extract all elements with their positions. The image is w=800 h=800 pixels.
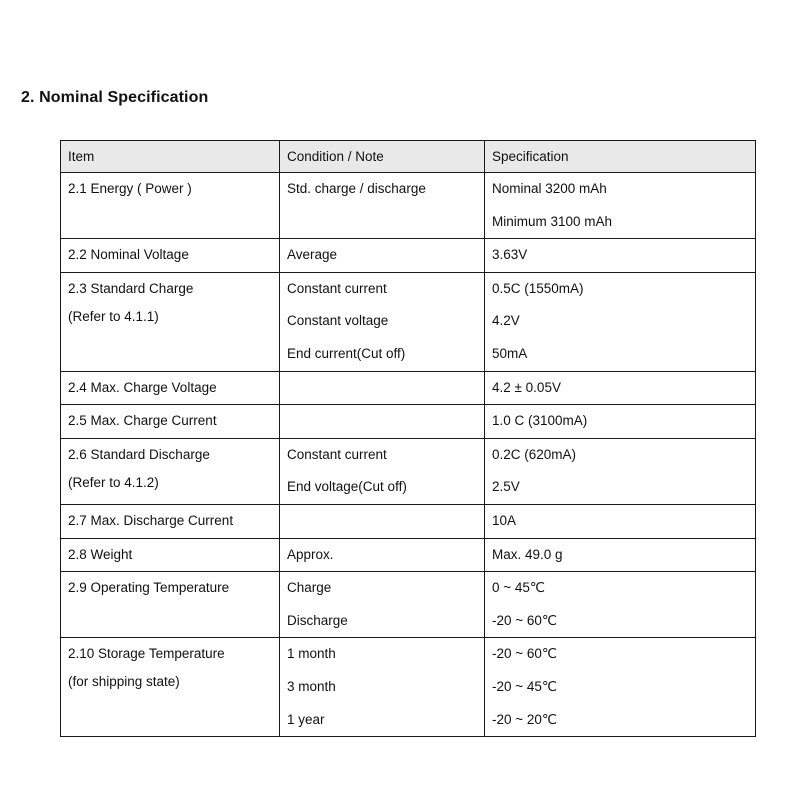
spec-line: 50mA (492, 345, 528, 361)
item-line: (Refer to 4.1.1) (68, 308, 159, 324)
item-cell (61, 239, 280, 273)
condition-line: Charge (287, 580, 332, 596)
spec-line: -20 ~ 20℃ (492, 711, 558, 727)
table-row (61, 371, 756, 405)
condition-cell (280, 504, 485, 538)
spec-line: 4.2 ± 0.05V (492, 379, 561, 395)
spec-line: -20 ~ 60℃ (492, 646, 558, 662)
condition-cell (280, 438, 485, 504)
item-cell (61, 272, 280, 371)
condition-line: End current(Cut off) (287, 345, 406, 361)
table-row (61, 504, 756, 538)
item-cell (61, 504, 280, 538)
condition-cell (280, 638, 485, 737)
spec-line: 10A (492, 512, 517, 528)
condition-cell (280, 272, 485, 371)
table-header-row (61, 141, 756, 173)
condition-cell (280, 239, 485, 273)
condition-line: Constant current (287, 280, 387, 296)
item-line: 2.6 Standard Discharge (68, 446, 210, 462)
condition-line: 1 month (287, 646, 336, 662)
item-cell (61, 572, 280, 638)
condition-line: Discharge (287, 612, 348, 628)
condition-line: Constant current (287, 446, 387, 462)
item-cell (61, 405, 280, 439)
spec-line: Minimum 3100 mAh (492, 213, 613, 229)
item-line: (for shipping state) (68, 674, 180, 690)
item-line: 2.7 Max. Discharge Current (68, 512, 234, 528)
condition-line: Std. charge / discharge (287, 181, 426, 196)
condition-line (287, 405, 484, 438)
item-cell (61, 173, 280, 239)
spec-line: 0.2C (620mA) (492, 446, 577, 462)
condition-cell (280, 173, 485, 239)
table-row (61, 272, 756, 371)
header-specification: Specification (485, 141, 756, 173)
spec-cell (485, 173, 756, 239)
table-row (61, 638, 756, 737)
spec-line: 0.5C (1550mA) (492, 280, 584, 296)
condition-cell (280, 538, 485, 572)
spec-cell (485, 638, 756, 737)
table-body (61, 173, 756, 737)
condition-line (287, 206, 484, 239)
spec-cell (485, 239, 756, 273)
item-line: 2.2 Nominal Voltage (68, 247, 189, 263)
condition-line: 1 year (287, 711, 325, 727)
spec-line: Nominal 3200 mAh (492, 181, 607, 196)
item-line: 2.10 Storage Temperature (68, 646, 225, 662)
spec-line: 2.5V (492, 479, 520, 495)
header-condition: Condition / Note (280, 141, 485, 173)
table-row (61, 438, 756, 504)
spec-table (60, 140, 756, 737)
condition-line: Average (287, 247, 338, 263)
table-row (61, 239, 756, 273)
table-row (61, 538, 756, 572)
condition-line: Constant voltage (287, 313, 389, 329)
item-cell (61, 438, 280, 504)
header-item: Item (61, 141, 280, 173)
condition-line (287, 505, 484, 538)
spec-line: -20 ~ 45℃ (492, 678, 558, 694)
table-row (61, 572, 756, 638)
spec-line: 3.63V (492, 247, 528, 263)
spec-cell (485, 538, 756, 572)
spec-cell (485, 438, 756, 504)
condition-line (287, 372, 484, 405)
spec-cell (485, 504, 756, 538)
condition-line: 3 month (287, 678, 336, 694)
item-line: 2.3 Standard Charge (68, 280, 194, 296)
table-row (61, 405, 756, 439)
item-cell (61, 638, 280, 737)
spec-line: -20 ~ 60℃ (492, 612, 558, 628)
item-line: 2.5 Max. Charge Current (68, 413, 217, 429)
table-row (61, 173, 756, 239)
item-line: 2.8 Weight (68, 546, 133, 562)
spec-cell (485, 371, 756, 405)
spec-line: 4.2V (492, 313, 520, 329)
item-cell (61, 371, 280, 405)
spec-line: 0 ~ 45℃ (492, 580, 546, 596)
spec-line: 1.0 C (3100mA) (492, 413, 588, 429)
spec-cell (485, 405, 756, 439)
item-line: (Refer to 4.1.2) (68, 474, 159, 490)
condition-cell (280, 405, 485, 439)
condition-line: Approx. (287, 546, 334, 562)
condition-cell (280, 572, 485, 638)
item-cell (61, 538, 280, 572)
spec-cell (485, 272, 756, 371)
spec-cell (485, 572, 756, 638)
item-line: 2.1 Energy ( Power ) (68, 181, 192, 196)
item-line: 2.4 Max. Charge Voltage (68, 379, 217, 395)
condition-line: End voltage(Cut off) (287, 479, 407, 495)
condition-cell (280, 371, 485, 405)
spec-line: Max. 49.0 g (492, 546, 563, 562)
section-title: 2. Nominal Specification (21, 89, 209, 106)
item-line: 2.9 Operating Temperature (68, 580, 230, 596)
